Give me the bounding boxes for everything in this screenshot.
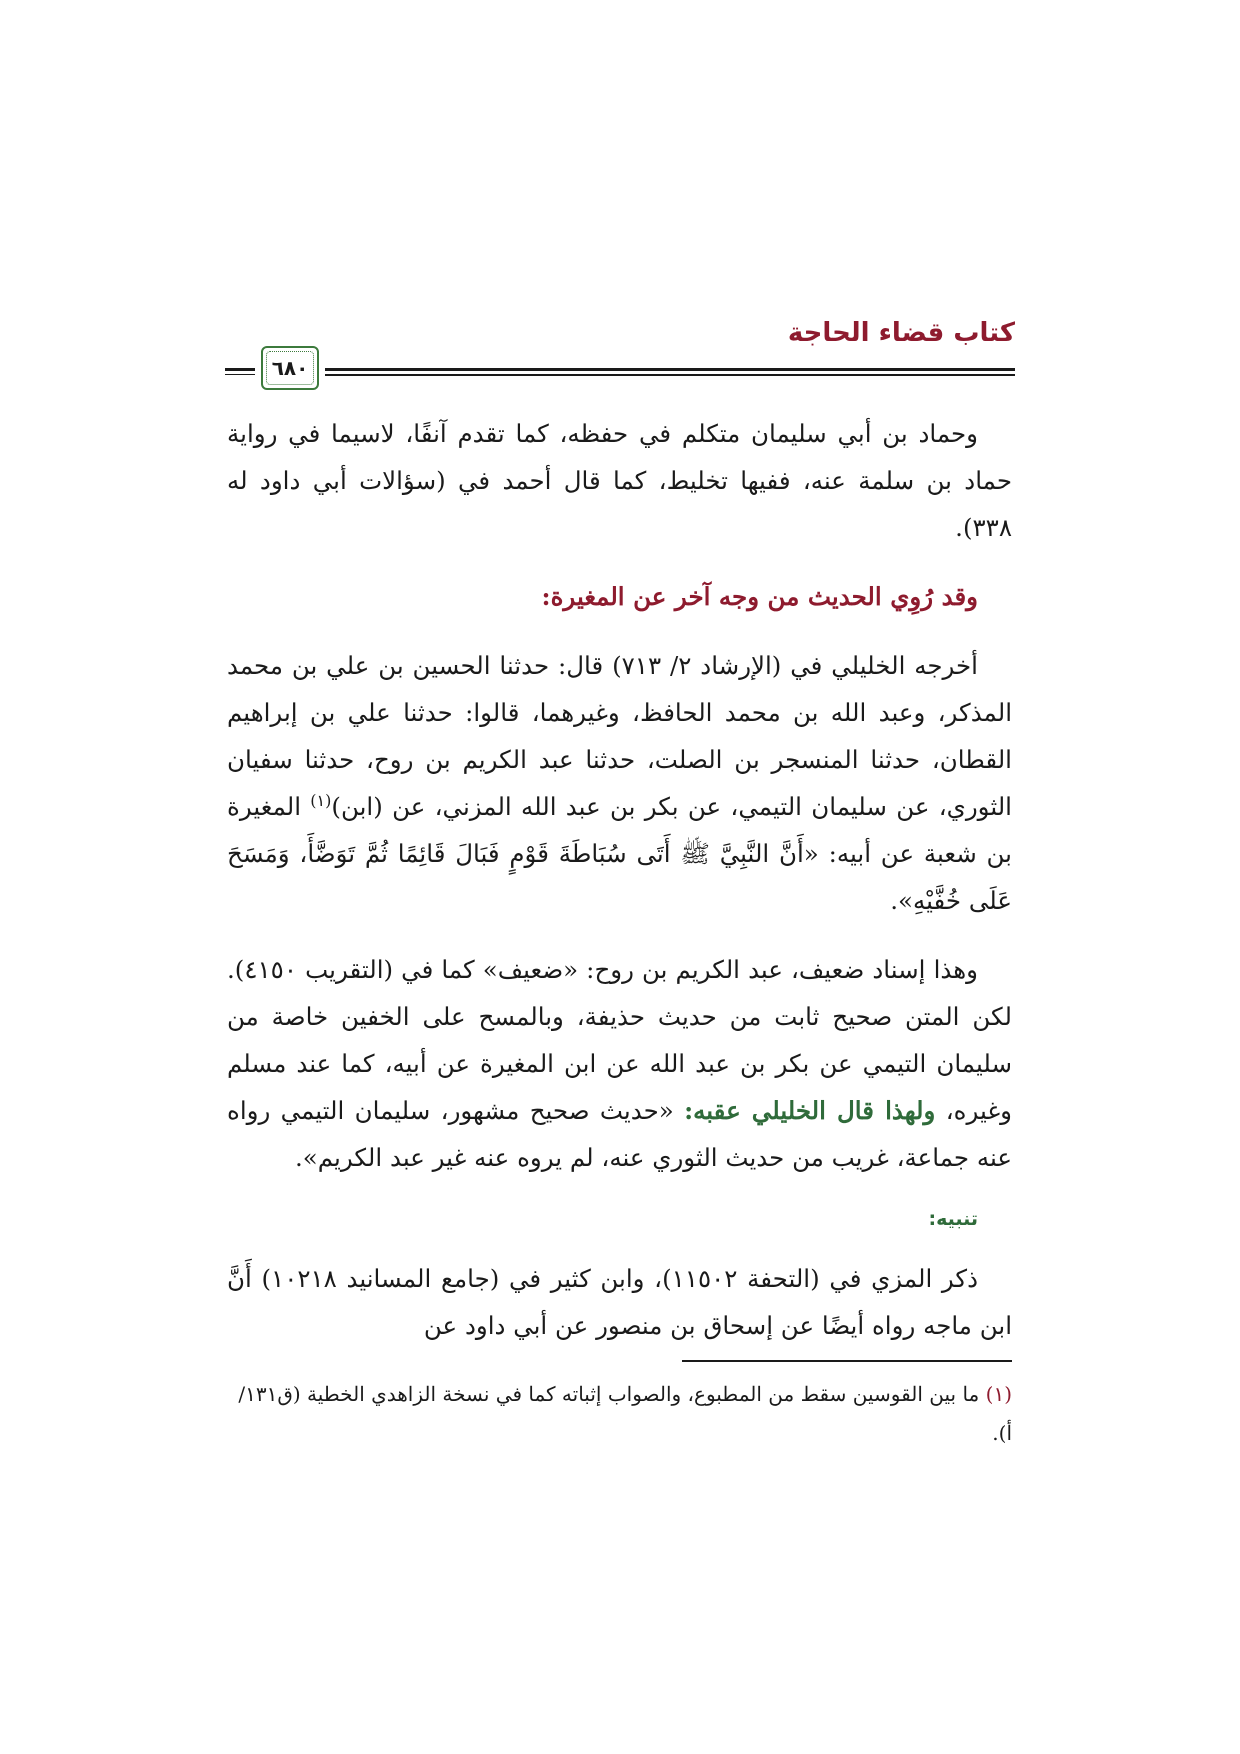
highlighted-phrase: ولهذا قال الخليلي عقبه: <box>684 1096 936 1125</box>
running-title: كتاب قضاء الحاجة <box>787 318 1015 348</box>
paragraph-4: ذكر المزي في (التحفة ١١٥٠٢)، وابن كثير في (جامع المسانيد ١٠٢١٨) أَنَّ ابن ماجه رواه أيضًا عن إسحاق بن منصور عن أبي داود عن <box>227 1264 1012 1340</box>
paragraph-2 <box>227 642 1012 924</box>
paragraph-3-text-b: «حديث صحيح مشهور، سليمان التيمي رواه عنه جماعة، غريب من حديث الثوري عنه، لم يروه عنه غير عبد الكريم». <box>227 1096 1012 1172</box>
paragraph-3 <box>227 946 1012 1181</box>
paragraph-1: وحماد بن أبي سليمان متكلم في حفظه، كما تقدم آنفًا، لاسيما في رواية حماد بن سلمة عنه، ففيها تخليط، كما قال أحمد في (سؤالات أبي داود له ٣٣٨). <box>227 419 1012 542</box>
footnote-reference[interactable]: (١) <box>310 790 332 810</box>
header-rule-left <box>225 368 255 371</box>
header-rule <box>325 368 1015 375</box>
paragraph-2-text-a: أخرجه الخليلي في (الإرشاد ٢/ ٧١٣) قال: حدثنا الحسين بن علي بن محمد المذكر، وعبد الله بن محمد الحافظ، وغيرهما، قالوا: حدثنا علي بن إبراهيم القطان، حدثنا المنسجر بن الصلت، حدثنا عبد الكريم بن روح، حدثنا سفيان الثوري، عن سليمان التيمي، عن بكر بن عبد الله المزني، عن (ابن) <box>227 651 1012 821</box>
page-number: ٦٨٠ <box>271 356 309 380</box>
footnote <box>227 1375 1012 1453</box>
footnote-separator <box>682 1360 1012 1362</box>
footnote-number: (١) <box>985 1382 1012 1406</box>
section-heading: وقد رُوِي الحديث من وجه آخر عن المغيرة: <box>541 582 978 611</box>
paragraph-3-text-a: وهذا إسناد ضعيف، عبد الكريم بن روح: «ضعيف» كما في (التقريب ٤١٥٠). لكن المتن صحيح ثابت من حديث حذيفة، وبالمسح على الخفين خاصة من سليمان التيمي عن بكر بن عبد الله عن ابن المغيرة عن أبيه، كما عند مسلم وغيره، <box>227 955 1012 1125</box>
note-heading: تنبيه: <box>928 1208 978 1230</box>
main-text <box>227 410 1012 1349</box>
footnote-text: ما بين القوسين سقط من المطبوع، والصواب إثباته كما في نسخة الزاهدي الخطية (ق١٣١/ أ). <box>238 1382 1012 1445</box>
page-number-frame <box>261 346 319 390</box>
paragraph-2-text-b: المغيرة بن شعبة عن أبيه: «أَنَّ النَّبِيَّ ﷺ أَتَى سُبَاطَةَ قَوْمٍ فَبَالَ قَائِمًا ثُمَّ تَوَضَّأَ، وَمَسَحَ عَلَى خُفَّيْهِ». <box>227 792 1012 915</box>
page-header <box>225 318 1015 398</box>
